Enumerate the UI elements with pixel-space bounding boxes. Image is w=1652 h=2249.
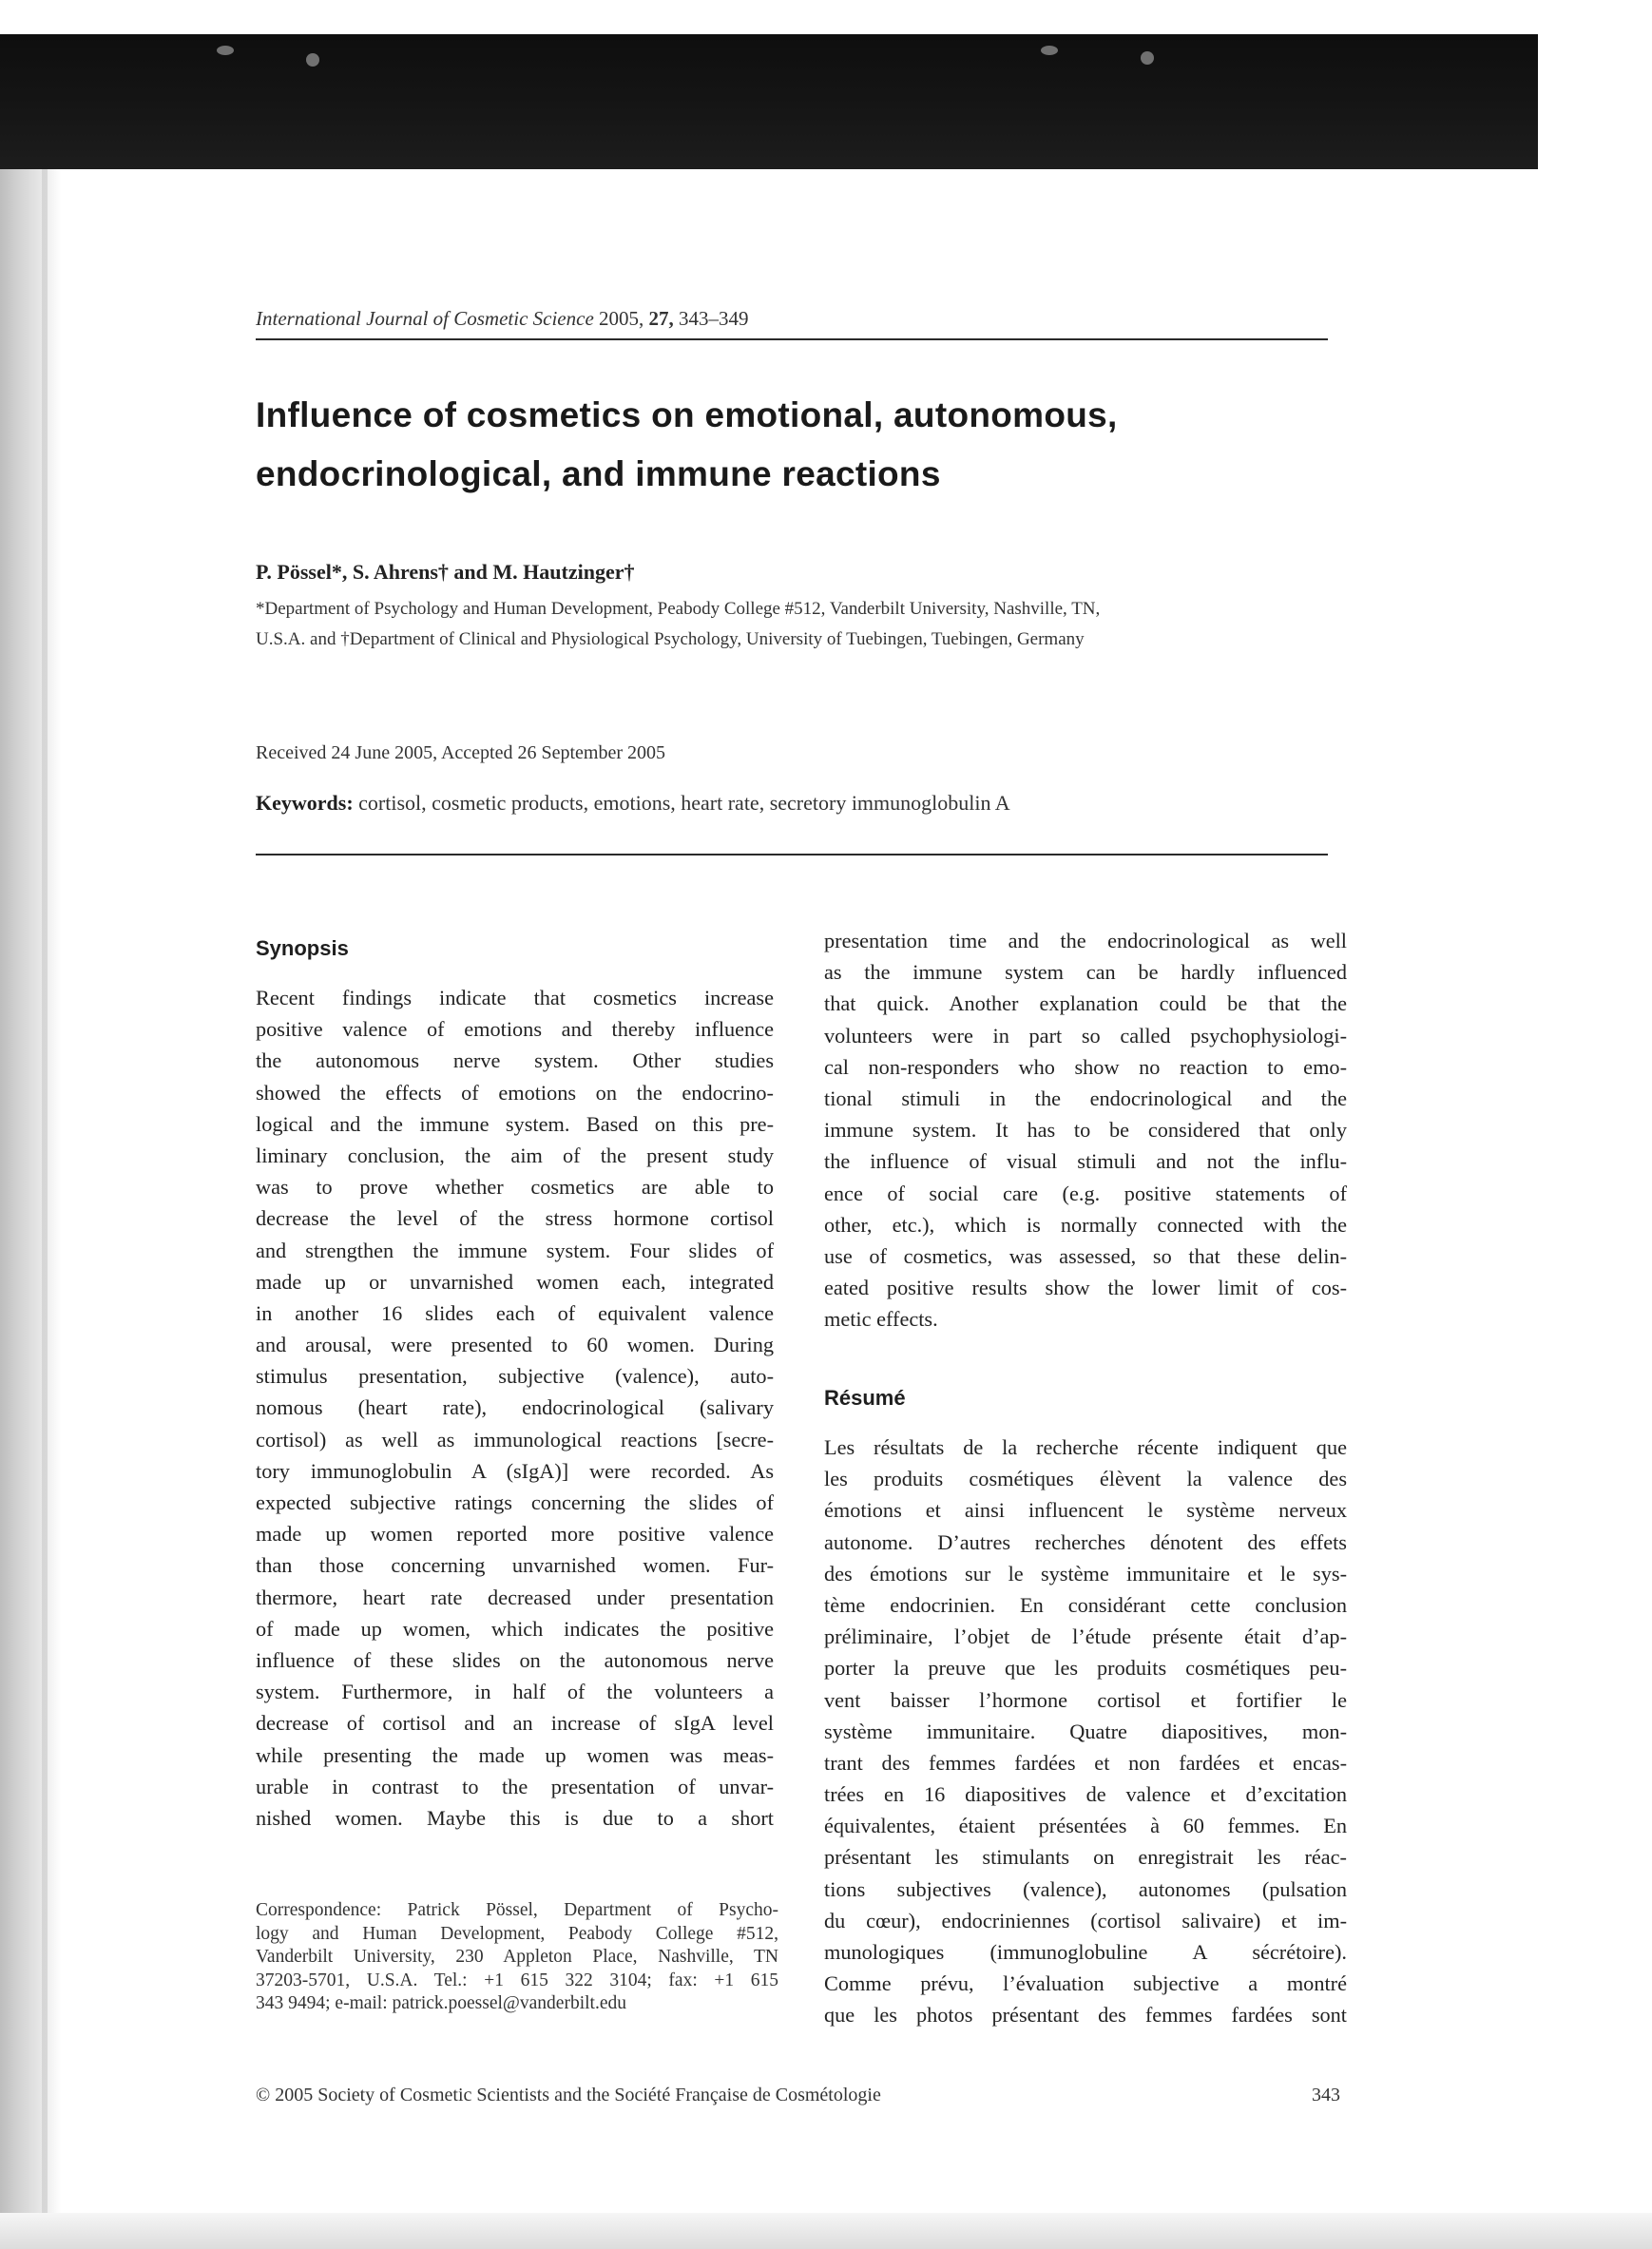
text-line: volunteers were in part so called psychophysiologi- — [824, 1023, 1347, 1048]
text-line: Correspondence: Patrick Pössel, Department of Psycho- — [256, 1900, 778, 1920]
text-line: tions subjectives (valence), autonomes (pulsation — [824, 1876, 1347, 1901]
text-line: the influence of visual stimuli and not the influ- — [824, 1149, 1347, 1174]
text-line: eated positive results show the lower limit of cos- — [824, 1276, 1347, 1300]
journal-volume: 27, — [648, 307, 674, 330]
text-line: que les photos présentant des femmes fardées sont — [824, 2003, 1347, 2028]
author-list: P. Pössel*, S. Ahrens† and M. Hautzinger† — [256, 560, 635, 584]
scan-dark-band — [0, 34, 1538, 169]
text-line: positive valence of emotions and thereby influence — [256, 1017, 774, 1042]
text-line: made up or unvarnished women each, integrated — [256, 1269, 774, 1294]
text-line: des émotions sur le système immunitaire et le sys- — [824, 1561, 1347, 1586]
keywords — [256, 791, 1010, 816]
header-rule — [256, 338, 1328, 340]
affiliation-line: U.S.A. and †Department of Clinical and Physiological Psychology, University of Tuebingen, Tuebingen, Germany — [256, 629, 1085, 649]
scan-speck — [217, 46, 234, 55]
received-dates: Received 24 June 2005, Accepted 26 September 2005 — [256, 742, 665, 763]
text-line: tory immunoglobulin A (sIgA)] were recorded. As — [256, 1458, 774, 1483]
text-line: stimulus presentation, subjective (valence), auto- — [256, 1364, 774, 1389]
text-line: expected subjective ratings concerning the slides of — [256, 1490, 774, 1514]
text-line: than those concerning unvarnished women. Fur- — [256, 1553, 774, 1578]
affiliations — [256, 594, 1349, 655]
text-line: les produits cosmétiques élèvent la valence des — [824, 1467, 1347, 1491]
text-line: system. Furthermore, in half of the volunteers a — [256, 1680, 774, 1704]
text-line: préliminaire, l’objet de l’étude présente était d’ap- — [824, 1624, 1347, 1649]
text-line: metic effects. — [824, 1307, 938, 1332]
article-title — [256, 386, 1396, 504]
text-line: Recent findings indicate that cosmetics increase — [256, 986, 774, 1009]
scan-bottom-shadow — [0, 2213, 1652, 2249]
text-line: presentation time and the endocrinological as well — [824, 929, 1347, 952]
resume-body — [824, 1432, 1347, 2031]
text-line: cal non-responders who show no reaction to emo- — [824, 1054, 1347, 1079]
text-line: porter la preuve que les produits cosmétiques peu- — [824, 1656, 1347, 1681]
text-line: nished women. Maybe this is due to a short — [256, 1805, 774, 1830]
title-line: endocrinological, and immune reactions — [256, 454, 941, 493]
copyright-footer: © 2005 Society of Cosmetic Scientists and the Société Française de Cosmétologie — [256, 2085, 881, 2105]
scan-speck — [1041, 46, 1058, 55]
scan-binding-shadow — [0, 169, 61, 2213]
text-line: made up women reported more positive valence — [256, 1522, 774, 1547]
text-line: Vanderbilt University, 230 Appleton Place, Nashville, TN — [256, 1947, 778, 1968]
correspondence-note — [256, 1899, 778, 2016]
title-line: Influence of cosmetics on emotional, autonomous, — [256, 395, 1118, 434]
text-line: influence of these slides on the autonomous nerve — [256, 1647, 774, 1672]
text-line: as the immune system can be hardly influenced — [824, 960, 1347, 985]
text-line: autonome. D’autres recherches dénotent des effets — [824, 1529, 1347, 1554]
text-line: decrease of cortisol and an increase of sIgA level — [256, 1711, 774, 1736]
text-line: urable in contrast to the presentation of unvar- — [256, 1774, 774, 1798]
text-line: système immunitaire. Quatre diapositives, mon- — [824, 1719, 1347, 1743]
scan-speck — [1141, 51, 1154, 65]
journal-year: 2005, — [599, 307, 644, 330]
text-line: and arousal, were presented to 60 women. During — [256, 1333, 774, 1357]
text-line: munologiques (immunoglobuline A sécrétoire). — [824, 1940, 1347, 1964]
text-line: émotions et ainsi influencent le système nerveux — [824, 1498, 1347, 1523]
journal-citation — [256, 307, 749, 331]
text-line: in another 16 slides each of equivalent valence — [256, 1300, 774, 1325]
text-line: tional stimuli in the endocrinological and the — [824, 1086, 1347, 1110]
text-line: showed the effects of emotions on the endocrino- — [256, 1080, 774, 1105]
text-line: présentant les stimulants on enregistrait les réac- — [824, 1845, 1347, 1870]
journal-pages: 343–349 — [679, 307, 749, 330]
scan-binding-edge — [42, 169, 48, 2213]
scan-speck — [306, 53, 319, 67]
text-line: was to prove whether cosmetics are able to — [256, 1175, 774, 1200]
text-line: the autonomous nerve system. Other studies — [256, 1048, 774, 1073]
journal-name: International Journal of Cosmetic Science — [256, 307, 594, 330]
text-line: ence of social care (e.g. positive statements of — [824, 1181, 1347, 1205]
text-line: vent baisser l’hormone cortisol et fortifier le — [824, 1687, 1347, 1712]
text-line: that quick. Another explanation could be that the — [824, 991, 1347, 1016]
text-line: Comme prévu, l’évaluation subjective a montré — [824, 1971, 1347, 1996]
text-line: other, etc.), which is normally connected with the — [824, 1212, 1347, 1237]
text-line: nomous (heart rate), endocrinological (salivary — [256, 1395, 774, 1420]
text-line: thermore, heart rate decreased under presentation — [256, 1585, 774, 1609]
text-line: 37203-5701, U.S.A. Tel.: +1 615 322 3104; fax: +1 615 — [256, 1970, 778, 1990]
keywords-label: Keywords: — [256, 791, 354, 815]
text-line: of made up women, which indicates the positive — [256, 1616, 774, 1641]
text-line: use of cosmetics, was assessed, so that these delin- — [824, 1243, 1347, 1268]
affiliation-line: *Department of Psychology and Human Development, Peabody College #512, Vanderbilt University, Nashville, TN, — [256, 599, 1101, 619]
text-line: immune system. It has to be considered that only — [824, 1118, 1347, 1143]
keywords-rule — [256, 854, 1328, 855]
synopsis-body-continued — [824, 925, 1347, 1335]
text-line: Les résultats de la recherche récente indiquent que — [824, 1435, 1347, 1459]
resume-heading: Résumé — [824, 1386, 906, 1410]
text-line: trant des femmes fardées et non fardées et encas- — [824, 1750, 1347, 1775]
text-line: while presenting the made up women was meas- — [256, 1742, 774, 1767]
text-line: decrease the level of the stress hormone cortisol — [256, 1206, 774, 1231]
text-line: liminary conclusion, the aim of the present study — [256, 1143, 774, 1167]
synopsis-body — [256, 982, 774, 1834]
page-number: 343 — [1312, 2085, 1340, 2105]
text-line: du cœur), endocriniennes (cortisol salivaire) et im- — [824, 1908, 1347, 1932]
text-line: tème endocrinien. En considérant cette conclusion — [824, 1592, 1347, 1617]
text-line: logical and the immune system. Based on this pre- — [256, 1111, 774, 1136]
synopsis-heading: Synopsis — [256, 936, 349, 960]
text-line: logy and Human Development, Peabody College #512, — [256, 1923, 778, 1944]
keywords-text: cortisol, cosmetic products, emotions, heart rate, secretory immunoglobulin A — [358, 791, 1010, 815]
text-line: and strengthen the immune system. Four slides of — [256, 1238, 774, 1262]
text-line: cortisol) as well as immunological reactions [secre- — [256, 1427, 774, 1451]
text-line: équivalentes, étaient présentées à 60 femmes. En — [824, 1814, 1347, 1838]
text-line: trées en 16 diapositives de valence et d’excitation — [824, 1782, 1347, 1807]
text-line: 343 9494; e-mail: patrick.poessel@vanderbilt.edu — [256, 1993, 626, 2014]
